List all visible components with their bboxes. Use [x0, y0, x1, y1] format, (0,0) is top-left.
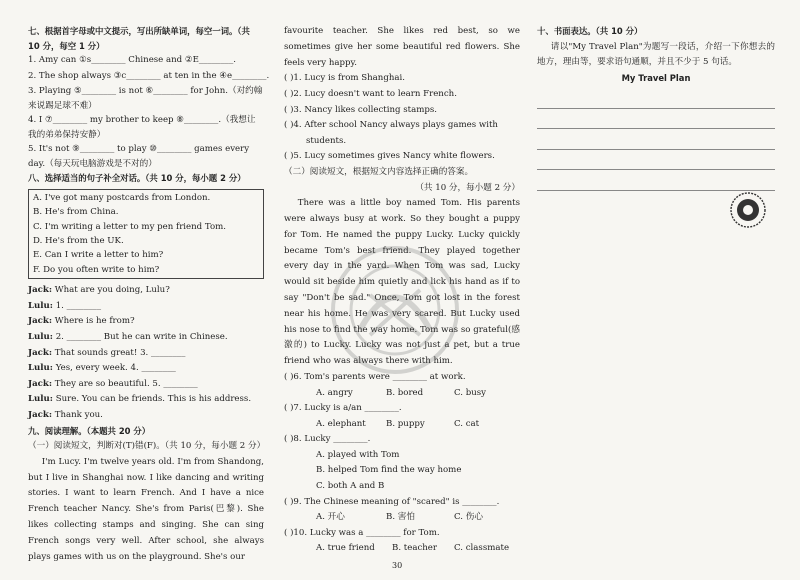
- s9-parta-passage-continued: favourite teacher. She likes red best, so we sometimes give her some beautiful red flowers. She feels very happy.: [284, 26, 520, 68]
- speaker: Jack:: [28, 316, 52, 327]
- right-column: [537, 24, 775, 191]
- option-a: A. true friend: [316, 543, 375, 554]
- question-stem: ( )10. Lucky was a ________ for Tom.: [284, 527, 440, 538]
- s8-option-d: D. He's from the UK.: [33, 236, 124, 246]
- s8-option-a: A. I've got many postcards from London.: [33, 192, 211, 203]
- question-stem: ( )8. Lucky ________.: [284, 434, 371, 445]
- option-a: A. angry: [316, 387, 353, 398]
- question-options: [284, 386, 520, 402]
- dialogue-line: [28, 377, 264, 393]
- writing-line[interactable]: [537, 129, 775, 150]
- utterance: 2. ________ But he can write in Chinese.: [55, 332, 228, 342]
- writing-line[interactable]: [537, 88, 775, 109]
- question-stem: ( )7. Lucky is a/an ________.: [284, 403, 402, 414]
- speaker: Jack:: [28, 285, 52, 296]
- page-number: 30: [392, 561, 403, 570]
- question-10: [284, 526, 520, 557]
- question-9: [284, 495, 520, 526]
- essay-heading: My Travel Plan: [621, 72, 691, 83]
- s9-parta-item-2: ( )2. Lucy doesn't want to learn French.: [284, 88, 457, 99]
- s8-option-f: F. Do you often write to him?: [33, 264, 160, 275]
- option-a: A. elephant: [316, 418, 366, 429]
- option-b: B. teacher: [392, 543, 437, 554]
- speaker: Lulu:: [28, 332, 53, 342]
- s9-parta-item-3: ( )3. Nancy likes collecting stamps.: [284, 104, 438, 115]
- dialogue-line: [28, 361, 264, 377]
- option-c: C. busy: [454, 387, 487, 398]
- question-options: [284, 417, 520, 433]
- s9-partb-title: （二）阅读短文，根据短文内容选择正确的答案。: [284, 166, 474, 177]
- watermark-icon: [320, 235, 470, 385]
- s8-option-c: C. I'm writing a letter to my pen friend Tom.: [33, 221, 227, 232]
- section10-title: 十、书面表达。（共 10 分）: [537, 26, 643, 36]
- dialogue-line: [28, 346, 264, 362]
- s7-item-1: 1. Amy can ①s________ Chinese and ②E________.: [28, 55, 236, 65]
- question-8: [284, 432, 520, 494]
- dialogue-line: [28, 392, 264, 408]
- speaker: Jack:: [28, 378, 52, 389]
- speaker: Jack:: [28, 347, 52, 358]
- utterance: Where is he from?: [54, 316, 135, 327]
- seal-icon: [728, 190, 768, 230]
- s9-parta-passage: I'm Lucy. I'm twelve years old. I'm from Shandong, but I live in Shanghai now. I like dancing and writing stories. I want to learn French. And I have a nice French teacher Nancy. She's from Paris(巴黎). She likes collecting stamps and singing. She can sing French songs very well. After school, she always plays games with us on the playground. She's our: [28, 456, 264, 562]
- option-a: A. played with Tom: [316, 449, 400, 460]
- dialogue-line: [28, 283, 264, 299]
- speaker: Lulu:: [28, 363, 53, 374]
- writing-line[interactable]: [537, 170, 775, 191]
- option-c: C. classmate: [454, 543, 510, 554]
- option-b: B. puppy: [386, 418, 425, 429]
- s8-option-b: B. He's from China.: [33, 207, 119, 218]
- speaker: Jack:: [28, 409, 52, 420]
- dialogue-line: [28, 408, 264, 424]
- option-a: A. 开心: [316, 512, 345, 523]
- speaker: Lulu:: [28, 394, 53, 405]
- s7-item-2: 2. The shop always ③c________ at ten in the ④e________.: [28, 70, 270, 81]
- s9-parta-item-1: ( )1. Lucy is from Shanghai.: [284, 73, 405, 84]
- question-options: [284, 541, 520, 557]
- utterance: 1. ________: [55, 300, 102, 311]
- section7-title: 七、根据首字母或中文提示，写出所缺单词，每空一词。（共 10 分，每空 1 分）: [28, 26, 250, 51]
- option-b: B. 害怕: [386, 512, 415, 523]
- section8-title: 八、选择适当的句子补全对话。（共 10 分，每小题 2 分）: [28, 173, 246, 184]
- utterance: That sounds great! 3. ________: [54, 347, 186, 358]
- writing-line[interactable]: [537, 109, 775, 130]
- question-stem: ( )6. Tom's parents were ________ at work.: [284, 371, 466, 382]
- option-b: B. bored: [386, 387, 424, 398]
- option-c: C. cat: [454, 418, 480, 429]
- s10-prompt: 请以"My Travel Plan"为题写一段话，介绍一下你想去的地方，理由等，要求语句通顺，并且不少于 5 句话。: [537, 41, 775, 68]
- utterance: Sure. You can be friends. This is his address.: [55, 394, 252, 405]
- s9-parta-item-4: ( )4. After school Nancy always plays games with students.: [284, 120, 498, 146]
- utterance: They are so beautiful. 5. ________: [54, 378, 198, 389]
- speaker: Lulu:: [28, 300, 53, 311]
- s7-item-4: 4. I ⑦________ my brother to keep ⑧________.（我想让我的弟弟保持安静）: [28, 115, 256, 140]
- dialogue-line: [28, 314, 264, 330]
- question-stem: ( )9. The Chinese meaning of "scared" is ________.: [284, 496, 500, 507]
- s7-item-3: 3. Playing ⑤________ is not ⑥________ for John.（对约翰来说踢足球不难）: [28, 86, 263, 111]
- question-7: [284, 401, 520, 432]
- s9-partb-score: （共 10 分，每小题 2 分）: [415, 182, 520, 193]
- s9-parta-title: （一）阅读短文，判断对(T)错(F)。（共 10 分，每小题 2 分）: [28, 441, 266, 452]
- s9-parta-item-5: ( )5. Lucy sometimes gives Nancy white flowers.: [284, 151, 495, 162]
- option-c: C. 伤心: [454, 512, 483, 523]
- writing-line[interactable]: [537, 150, 775, 171]
- dialogue-line: [28, 330, 264, 346]
- left-column: [28, 24, 270, 580]
- utterance: Yes, every week. 4. ________: [55, 363, 176, 374]
- dialogue-line: [28, 299, 264, 315]
- s8-option-e: E. Can I write a letter to him?: [33, 250, 164, 261]
- option-c: C. both A and B: [316, 481, 385, 492]
- utterance: What are you doing, Lulu?: [54, 285, 170, 296]
- question-options: [284, 510, 520, 526]
- utterance: Thank you.: [54, 409, 103, 420]
- s7-item-5: 5. It's not ⑨________ to play ⑩________ games every day.（每天玩电脑游戏是不对的）: [28, 144, 250, 169]
- s9-partb-passage: There was a little boy named Tom. His parents were always busy at work. So they bought a puppy for Tom. He named the puppy Lucky. Lucky quickly became Tom's best friend. They played together every day in the yard. When Tom was sad, Lucky would sit beside him quietly and lick his hand as if to say "Don't be sad." Once, Tom got lost in the forest near his home. He was very scared. But Lucky used his nose to find the way home. Tom was so grateful(感激的) to Lucky. Lucky was not just a pet, but a true friend who was always there with him.: [284, 198, 520, 367]
- section9-title: 九、阅读理解。（本题共 20 分）: [28, 425, 151, 436]
- option-b: B. helped Tom find the way home: [316, 465, 462, 476]
- s8-options-box: [28, 189, 264, 279]
